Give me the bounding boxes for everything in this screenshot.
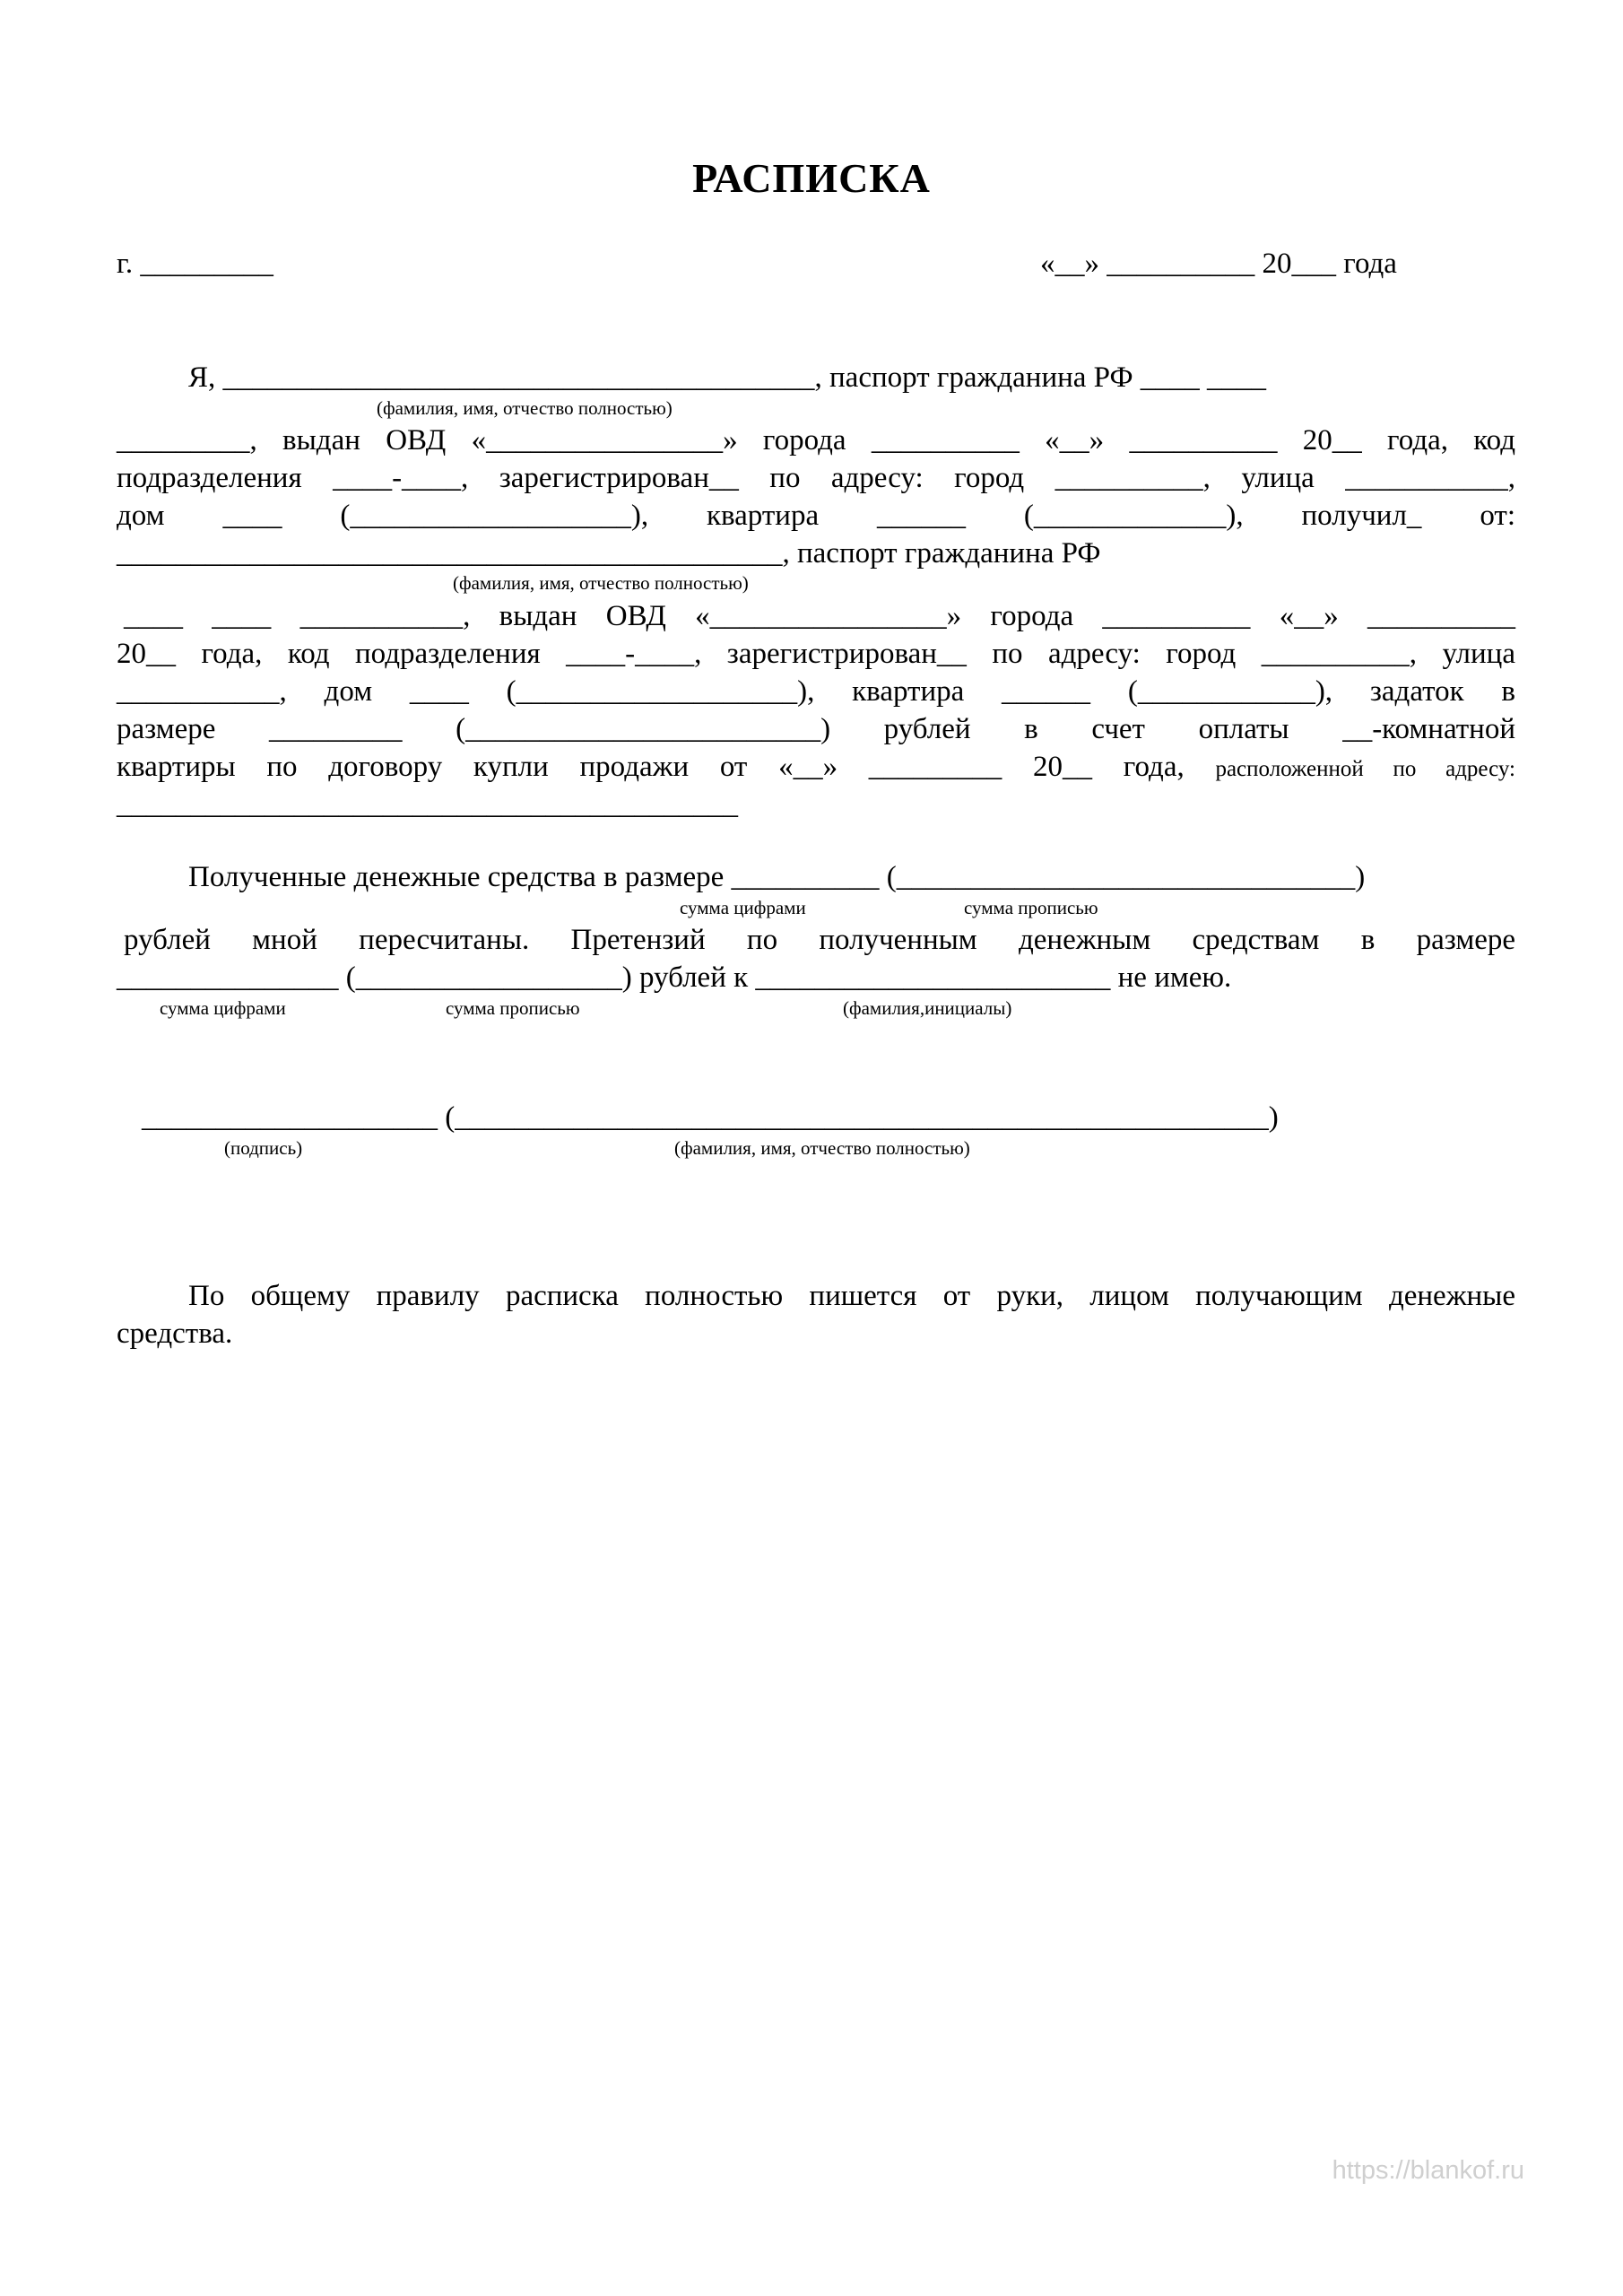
payer-house-line: ___________, дом ____ (___________________), квартира ______ (____________), задаток в bbox=[117, 675, 1515, 708]
amount-digits-caption: сумма цифрами bbox=[680, 897, 806, 918]
signature-line: ____________________ (_______________________________________________________) bbox=[142, 1101, 1279, 1134]
amount-words-caption: сумма прописью bbox=[964, 897, 1098, 918]
payer-address-line: 20__ года, код подразделения ____-____, зарегистрирован__ по адресу: город __________, улица bbox=[117, 638, 1515, 670]
contract-line-main: квартиры по договору купли продажи от «__» _________ 20__ года, bbox=[117, 751, 1185, 783]
date-field: «__» __________ 20___ года bbox=[1040, 248, 1397, 280]
receiver-passport-line: _________, выдан ОВД «________________» города __________ «__» __________ 20__ года, код bbox=[117, 424, 1515, 457]
claims-digits-caption: сумма цифрами bbox=[160, 997, 286, 1019]
contract-line bbox=[117, 748, 1515, 788]
note-line-1: По общему правилу расписка полностью пишется от руки, лицом получающим денежные bbox=[188, 1280, 1515, 1312]
deposit-amount-line: размере _________ (________________________) рублей в счет оплаты __-комнатной bbox=[117, 713, 1515, 745]
watermark-url: https://blankof.ru bbox=[1332, 2156, 1524, 2185]
receiver-line: Я, ________________________________________, паспорт гражданина РФ ____ ____ bbox=[188, 361, 1267, 394]
property-address-line: __________________________________________ bbox=[117, 788, 738, 821]
note-line-2: средства. bbox=[117, 1318, 233, 1350]
payer-line: _____________________________________________, паспорт гражданина РФ bbox=[117, 537, 1101, 570]
received-amount-line: Полученные денежные средства в размере __________ (_______________________________) bbox=[188, 861, 1366, 893]
signature-name-caption: (фамилия, имя, отчество полностью) bbox=[674, 1137, 970, 1159]
signature-caption: (подпись) bbox=[224, 1137, 303, 1159]
claims-name-caption: (фамилия,инициалы) bbox=[843, 997, 1012, 1019]
receiver-fio-caption: (фамилия, имя, отчество полностью) bbox=[377, 397, 673, 419]
receiver-address-line: подразделения ____-____, зарегистрирован__ по адресу: город __________, улица ___________, bbox=[117, 462, 1515, 494]
receiver-house-line: дом ____ (___________________), квартира ______ (_____________), получил_ от: bbox=[117, 500, 1515, 532]
city-field: г. _________ bbox=[117, 248, 273, 280]
claims-words-caption: сумма прописью bbox=[446, 997, 580, 1019]
claims-line: рублей мной пересчитаны. Претензий по полученным денежным средствам в размере bbox=[124, 924, 1515, 956]
contract-line-tail: расположенной по адресу: bbox=[1215, 757, 1515, 781]
payer-fio-caption: (фамилия, имя, отчество полностью) bbox=[453, 572, 749, 594]
document-title: РАСПИСКА bbox=[692, 155, 931, 201]
no-claims-line: _______________ (__________________) рублей к ________________________ не имею. bbox=[117, 961, 1232, 994]
payer-passport-line: ____ ____ ___________, выдан ОВД «________________» города __________ «__» __________ bbox=[124, 600, 1515, 632]
